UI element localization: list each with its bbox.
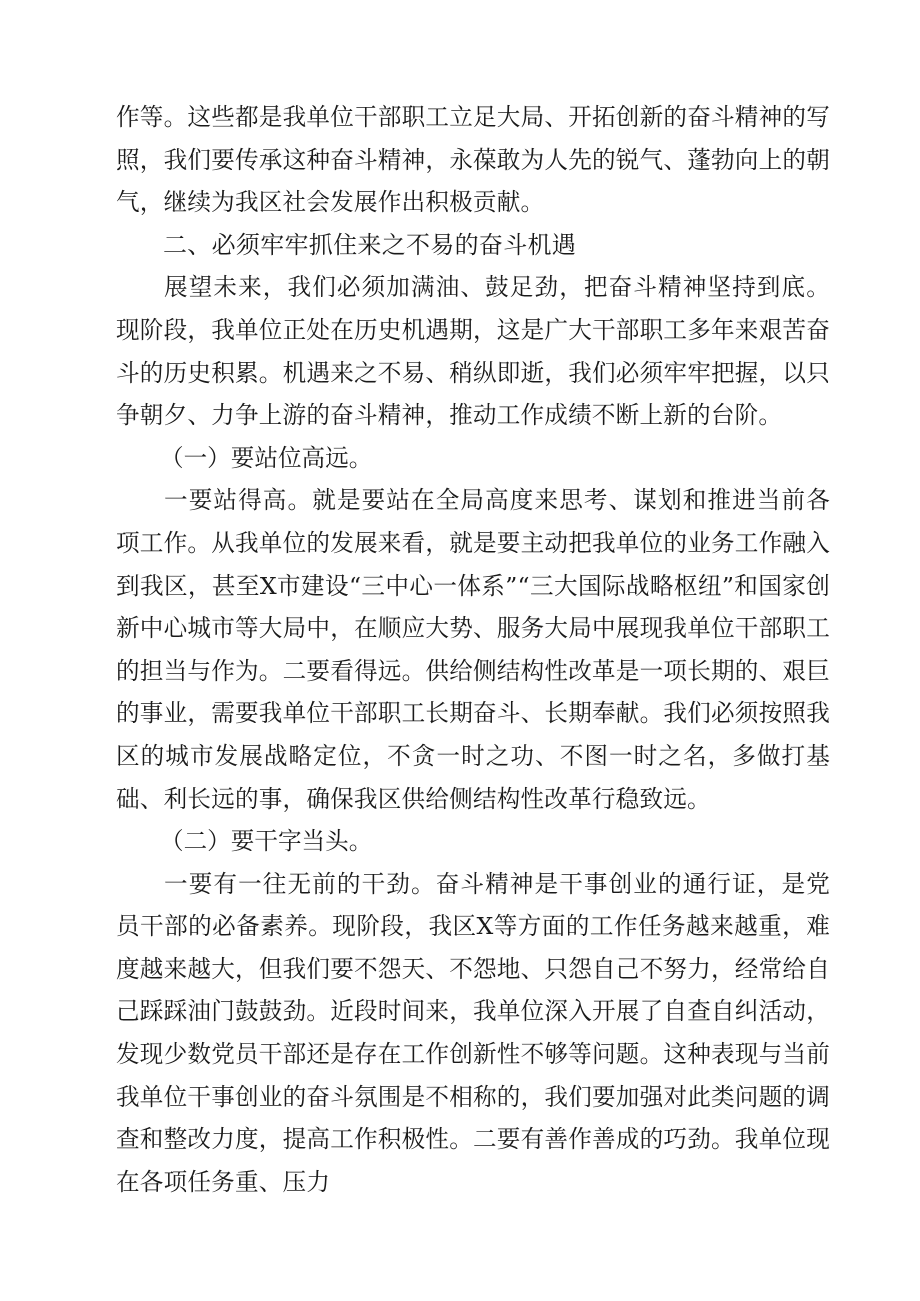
body-paragraph-drive: 一要有一往无前的干劲。奋斗精神是干事创业的通行证，是党员干部的必备素养。现阶段，我区X等方面的工作任务越来越重，难度越来越大，但我们要不怨天、不怨地、只怨自己不努力，经常给自己踩踩油门鼓鼓劲。近段时间来，我单位深入开展了自查自纠活动，发现少数党员干部还是存在工作创新性不够等问题。这种表现与当前我单位干事创业的奋斗氛围是不相称的，我们要加强对此类问题的调查和整改力度，提高工作积极性。二要有善作善成的巧劲。我单位现在各项任务重、压力 [116,869,830,1196]
subsection-heading-2: （二）要干字当头。 [160,827,373,856]
body-paragraph-stand-high: 一要站得高。就是要站在全局高度来思考、谋划和推进当前各项工作。从我单位的发展来看，就是要主动把我单位的业务工作融入到我区，甚至X市建设“三中心一体系”“三大国际战略枢纽”和国家创新中心城市等大局中，在顺应大势、服务大局中展现我单位干部职工的担当与作为。二要看得远。供给侧结构性改革是一项长期的、艰巨的事业，需要我单位干部职工长期奋斗、长期奉献。我们必须按照我区的城市发展战略定位，不贪一时之功、不图一时之名，多做打基础、利长远的事，确保我区供给侧结构性改革行稳致远。 [116,486,830,813]
body-paragraph-continued: 作等。这些都是我单位干部职工立足大局、开拓创新的奋斗精神的写照，我们要传承这种奋斗精神，永葆敢为人先的锐气、蓬勃向上的朝气，继续为我区社会发展作出积极贡献。 [116,103,830,217]
subsection-heading-1: （一）要站位高远。 [160,443,373,472]
document-body [116,96,830,1203]
section-heading-2: 二、必须牢牢抓住来之不易的奋斗机遇 [163,230,577,259]
body-paragraph-outlook: 展望未来，我们必须加满油、鼓足劲，把奋斗精神坚持到底。现阶段，我单位正处在历史机遇期，这是广大干部职工多年来艰苦奋斗的历史积累。机遇来之不易、稍纵即逝，我们必须牢牢把握，以只争朝夕、力争上游的奋斗精神，推动工作成绩不断上新的台阶。 [116,273,830,430]
